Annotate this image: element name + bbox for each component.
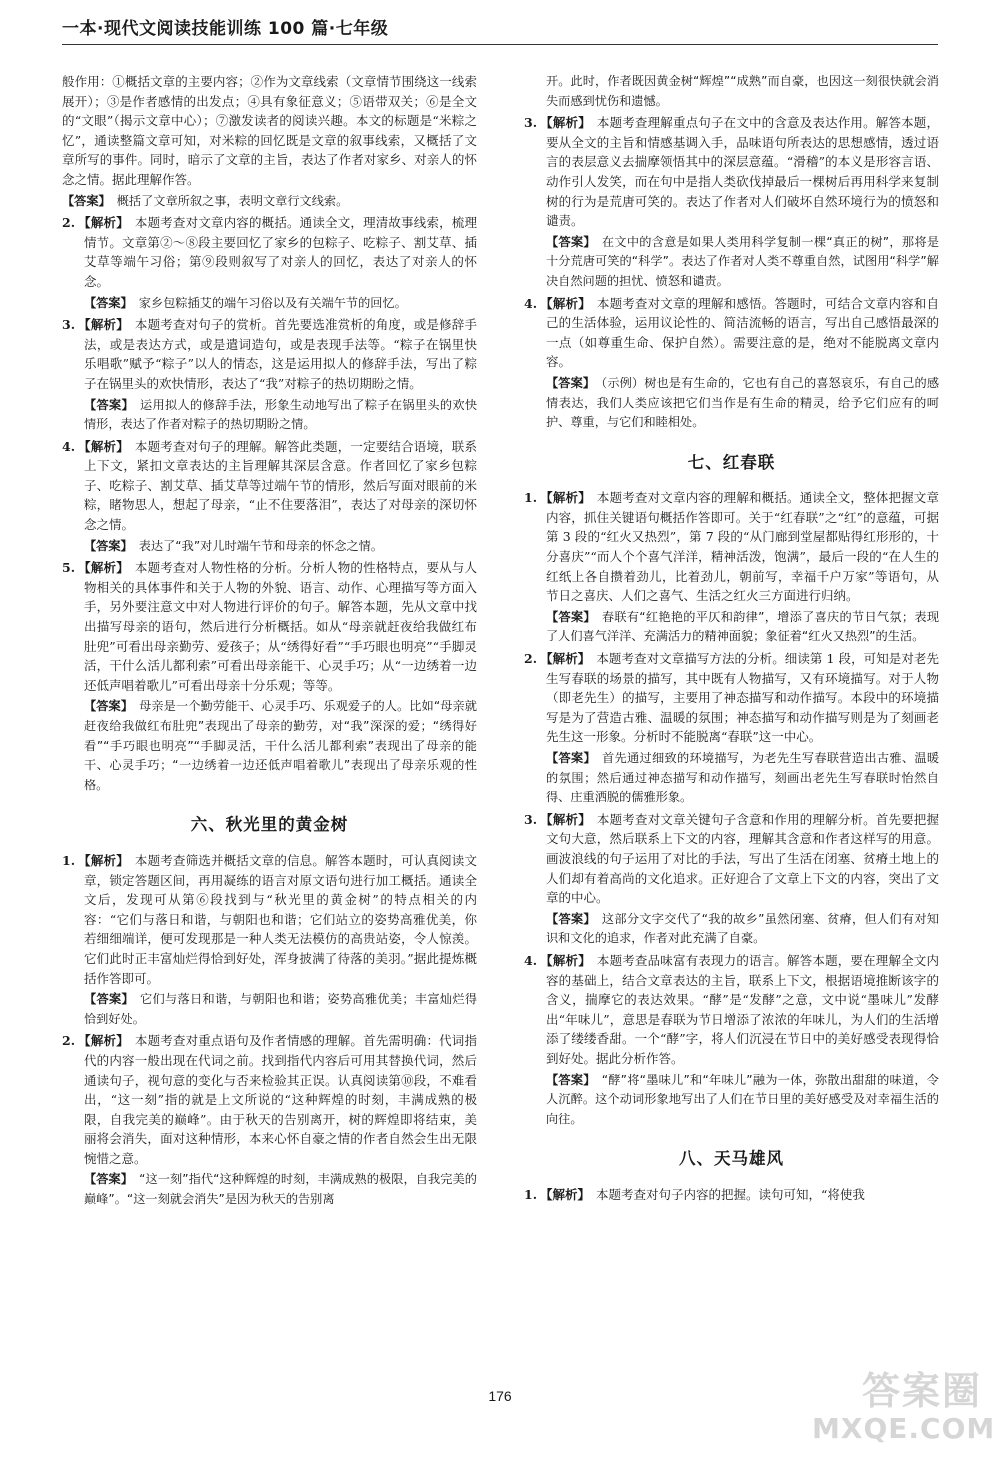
question-number: 4.: [524, 952, 538, 968]
question-number: 1.: [524, 490, 538, 506]
answer-paragraph: [524, 749, 939, 808]
question-analysis: [524, 649, 939, 747]
question-number: 1.: [524, 1186, 538, 1202]
question-analysis: [524, 113, 939, 231]
answer-text: 运用拟人的修辞手法，形象生动地写出了粽子在锅里头的欢快情形，表达了作者对粽子的热切期盼之情。: [84, 397, 477, 432]
answer-paragraph: [62, 697, 477, 795]
question-analysis: [524, 1185, 939, 1205]
answer-continuation: 开。此时，作者既因黄金树“辉煌”“成熟”而自豪，也因这一刻很快就会消失而感到忧伤和遗憾。: [546, 74, 939, 108]
question-number: 3.: [62, 317, 76, 333]
analysis-text: 本题考查品味富有表现力的语言。解答本题，要在理解全文内容的基础上，结合文章表达的主旨，联系上下文，根据语境推断该字的含义，揣摩它的表达效果。“酵”是“发酵”之意，文中说“墨味儿”发酵出“年味儿”，意思是春联为节日增添了浓浓的年味儿，为人们的生活增添了缕缕香甜。一个“酵”字，将人们沉浸在节日中的美好感受表现得恰到好处。据此分析作答。: [546, 952, 939, 1066]
answer-paragraph: [524, 1071, 939, 1130]
answer-paragraph: [62, 537, 477, 557]
answer-tag: 【答案】: [546, 609, 596, 624]
left-column: [62, 72, 477, 1372]
question-number: 3.: [524, 115, 538, 131]
answer-text: 在文中的含意是如果人类用科学复制一棵“真正的树”，那将是十分荒唐可笑的“科学”。表达了作者对人类不尊重自然，试图用“科学”解决自然问题的担忧、愤怒和谴责。: [546, 234, 939, 288]
watermark-logo: [812, 1368, 996, 1452]
analysis-text: 本题考查对句子的赏析。首先要选准赏析的角度，或是修辞手法，或是表达方式，或是遣词造句，或是表现手法等。“粽子在锅里快乐唱歌”赋予“粽子”以人的情态，这是运用拟人的修辞手法，写出了粽子在锅里头的欢快情形，表达了“我”对粽子的热切期盼之情。: [84, 317, 477, 391]
answer-paragraph: [524, 233, 939, 292]
paragraph: 般作用：①概括文章的主要内容；②作为文章线索（文章情节围绕这一线索展开）；③是作者感情的出发点；④具有象征意义；⑤语带双关；⑥是全文的“文眼”（揭示文章中心）；⑦激发读者的阅读兴趣。本文的标题是“米粽之忆”，通读整篇文章可知，对米粽的回忆既是文章的叙事线索，又概括了文章所写的事件。同时，暗示了文章的主旨，表达了作者对家乡、对亲人的怀念之情。据此理解作答。: [62, 74, 477, 187]
answer-tag: 【答案】: [62, 193, 111, 208]
analysis-tag: 【解析】: [78, 852, 129, 868]
header-title: 一本·现代文阅读技能训练 100 篇·七年级: [62, 19, 389, 39]
question-number: 2.: [524, 651, 538, 667]
answer-text: 家乡包粽插艾的端午习俗以及有关端午节的回忆。: [138, 295, 407, 310]
answer-text: “酵”将“墨味儿”和“年味儿”融为一体，弥散出甜甜的味道，令人沉醉。这个动词形象地写出了人们在节日里的美好感受及对幸福生活的向往。: [546, 1072, 939, 1126]
analysis-tag: 【解析】: [540, 490, 591, 506]
analysis-tag: 【解析】: [78, 560, 129, 576]
page-number: 176: [488, 1388, 512, 1404]
page-header: [62, 14, 938, 45]
analysis-text: 本题考查对文章关键句子含意和作用的理解分析。首先要把握文句大意，然后联系上下文的内容，理解其含意和作者这样写的用意。画波浪线的句子运用了对比的手法，写出了生活在闭塞、贫瘠土地上的人们却有着高尚的文化追求。正好迎合了文章上下文的内容，突出了文章的中心。: [546, 811, 939, 906]
answer-paragraph: [62, 990, 477, 1029]
analysis-text: 本题考查理解重点句子在文中的含意及表达作用。解答本题，要从全文的主旨和情感基调入手，品味语句所表达的思想感情，透过语言的表层意义去揣摩领悟其中的深层意蕴。“滑稽”的本义是形容言语、动作引人发笑，而在句中是指人类砍伐掉最后一棵树后再用科学来复制树的行为是荒唐可笑的。表达了作者对人们破坏自然环境行为的愤怒和谴责。: [546, 115, 939, 229]
answer-paragraph: [62, 192, 477, 212]
answer-tag: 【答案】: [546, 911, 596, 926]
analysis-tag: 【解析】: [540, 952, 591, 968]
answer-text: 它们与落日和谐，与朝阳也和谐；姿势高雅优美；丰富灿烂得恰到好处。: [84, 992, 477, 1026]
question-number: 5.: [62, 560, 76, 576]
answer-text: 首先通过细致的环境描写，为老先生写春联营造出古雅、温暖的氛围；然后通过神态描写和动作描写，刻画出老先生写春联时怡然自得、庄重洒脱的儒雅形象。: [546, 751, 939, 805]
analysis-text: 本题考查对文章的理解和感悟。答题时，可结合文章内容和自己的生活体验，运用议论性的、简洁流畅的语言，写出自己感悟最深的一点（如尊重生命、保护自然）。需要注意的是，绝对不能脱离文章内容。: [546, 295, 939, 370]
answer-tag: 【答案】: [84, 397, 134, 412]
answer-tag: 【答案】: [546, 234, 596, 249]
watermark-line2: MXQE.COM: [812, 1412, 996, 1445]
answer-paragraph: [524, 374, 939, 433]
question-analysis: [524, 810, 939, 908]
question-number: 2.: [62, 215, 76, 231]
question-analysis: [62, 851, 477, 988]
question-analysis: [62, 558, 477, 695]
section-title: 七、红春联: [687, 452, 776, 472]
analysis-text: 本题考查对重点语句及作者情感的理解。首先需明确：代词指代的内容一般出现在代词之前。找到指代内容后可用其替换代词，然后通读句子，视句意的变化与否来检验其正误。认真阅读第⑩段，不难看出，“这一刻”指的就是上文所说的“这种辉煌的时刻，丰满成熟的极限，自我完美的巅峰”。由于秋天的告别离开，树的辉煌即将结束，美丽将会消失，面对这种情形，本来心怀自豪之情的作者自然会生出无限惋惜之意。: [84, 1033, 477, 1166]
analysis-text: 本题考查筛选并概括文章的信息。解答本题时，可认真阅读文章，锁定答题区间，再用凝练的语言对原文语句进行加工概括。通读全文后，发现可从第⑥段找到与“秋光里的黄金树”的特点相关的内容：“它们与落日和谐，与朝阳也和谐；它们站立的姿势高雅优美，你若细细端详，便可发现那是一种人类无法模仿的高贵站姿，令人惊羡。它们此时正丰富灿烂得恰到好处，浑身披满了待落的美羽。”据此提炼概括作答即可。: [84, 852, 477, 986]
question-number: 2.: [62, 1033, 76, 1049]
analysis-tag: 【解析】: [78, 438, 129, 454]
analysis-text: 本题考查对文章内容的理解和概括。通读全文，整体把握文章内容，抓住关键语句概括作答即可。关于“红春联”之“红”的意蕴，可据第 3 段的“红火又热烈”，第 7 段的“从门廊到堂屋都贴得红形形的，十分喜庆”“而人个个喜气洋洋，精神活泼，饱满”，最后一段的“在人生的红纸上各自攒着劲儿，比着劲儿，朝前写，幸福千户万家”等语句，从节日之喜庆、人们之喜气、生活之红火三方面进行归纳。: [546, 490, 939, 604]
answer-tag: 【答案】: [84, 1172, 134, 1187]
analysis-tag: 【解析】: [540, 811, 591, 827]
analysis-text: 本题考查对句子内容的把握。读句可知，“将使我: [596, 1186, 865, 1202]
answer-paragraph: [524, 608, 939, 647]
answer-text: 这部分文字交代了“我的故乡”虽然闭塞、贫瘠，但人们有对知识和文化的追求，作者对此充满了自豪。: [546, 911, 939, 946]
analysis-tag: 【解析】: [540, 295, 591, 311]
answer-tag: 【答案】: [84, 538, 133, 553]
answer-tag: 【答案】: [84, 295, 133, 310]
analysis-tag: 【解析】: [78, 215, 129, 231]
analysis-tag: 【解析】: [78, 1033, 129, 1049]
question-number: 3.: [524, 811, 538, 827]
question-analysis: [524, 488, 939, 606]
question-analysis: [62, 1031, 477, 1168]
analysis-tag: 【解析】: [540, 115, 591, 131]
watermark-line1: 答案圈: [861, 1369, 982, 1413]
answer-text: 春联有“红艳艳的平仄和韵律”，增添了喜庆的节日气氛；表现了人们喜气洋洋、充满活力的精神面貌；象征着“红火又热烈”的生活。: [546, 609, 939, 644]
answer-text: 概括了文章所叙之事，表明文章行文线索。: [116, 193, 349, 208]
answer-text: （示例）树也是有生命的，它也有自己的喜怒哀乐，有自己的感情表达，我们人类应该把它们当作是有生命的精灵，给予它们应有的呵护、尊重，与它们和睦相处。: [546, 375, 939, 430]
answer-tag: 【答案】: [84, 992, 134, 1007]
analysis-text: 本题考查对文章描写方法的分析。细读第 1 段，可知是对老先生写春联的场景的描写，其中既有人物描写，又有环境描写。对于人物（即老先生）的描写，主要用了神态描写和动作描写。本段中的环境描写是为了营造古雅、温暖的氛围；神态描写和动作描写则是为了刻画老先生这一形象。分析时不能脱离“春联”这一中心。: [546, 651, 939, 745]
analysis-tag: 【解析】: [540, 651, 591, 667]
answer-paragraph: [62, 396, 477, 435]
analysis-text: 本题考查对文章内容的概括。通读全文，理清故事线索，梳理情节。文章第②～⑧段主要回忆了家乡的包粽子、吃粽子、割艾草、插艾草等端午习俗；第⑨段则叙写了对亲人的回忆，表达了对亲人的怀念。: [84, 215, 477, 289]
question-analysis: [524, 951, 939, 1069]
section-title: 六、秋光里的黄金树: [190, 815, 349, 835]
question-analysis: [62, 213, 477, 291]
answer-tag: 【答案】: [546, 375, 596, 390]
question-analysis: [62, 437, 477, 535]
question-analysis: [524, 294, 939, 372]
question-number: 4.: [62, 438, 76, 454]
question-number: 4.: [524, 295, 538, 311]
section-title: 八、天马雄风: [679, 1149, 784, 1169]
answer-tag: 【答案】: [546, 751, 596, 765]
analysis-text: 本题考查对句子的理解。解答此类题，一定要结合语境，联系上下文，紧扣文章表达的主旨理解其深层含意。作者回忆了家乡包粽子、吃粽子、割艾草、插艾草等过端午节的情形，然后写面对眼前的米粽，睹物思人，想起了母亲，“止不住要落泪”，表达了对母亲的深切怀念之情。: [84, 438, 477, 533]
answer-paragraph: [62, 294, 477, 314]
answer-tag: 【答案】: [546, 1072, 596, 1087]
answer-paragraph: [62, 1170, 477, 1209]
answer-paragraph: [524, 910, 939, 949]
analysis-text: 本题考查对人物性格的分析。分析人物的性格特点，要从与人物相关的具体事件和关于人物的外貌、语言、动作、心理描写等方面入手，另外要注意文中对人物进行评价的句子。解答本题，先从文章中找出描写母亲的语句，然后进行分析概括。如从“母亲就赶夜给我做红布肚兜”可看出母亲勤劳、爱孩子；从“绣得好看”“手巧眼也明亮”“手脚灵活，干什么活儿都利索”可看出母亲能干、心灵手巧；从“一边绣着一边还低声唱着歌儿”可看出母亲十分乐观；等等。: [84, 560, 477, 693]
question-number: 1.: [62, 852, 76, 868]
answer-tag: 【答案】: [84, 699, 134, 714]
analysis-tag: 【解析】: [540, 1186, 591, 1202]
answer-text: 母亲是一个勤劳能干、心灵手巧、乐观爱子的人。比如“母亲就赶夜给我做红布肚兜”表现出了母亲的勤劳，对“我”深深的爱；“绣得好看”“手巧眼也明亮”“手脚灵活，干什么活儿都利索”表现出了母亲的能干、心灵手巧；“一边绣着一边还低声唱着歌儿”表现出了母亲乐观的性格。: [84, 699, 477, 792]
answer-text: 表达了“我”对儿时端午节和母亲的怀念之情。: [138, 538, 383, 553]
answer-text: “这一刻”指代“这种辉煌的时刻，丰满成熟的极限，自我完美的巅峰”。“这一刻就会消失”是因为秋天的告别离: [84, 1172, 477, 1207]
question-analysis: [62, 315, 477, 393]
analysis-tag: 【解析】: [78, 317, 129, 333]
right-column: [524, 72, 939, 1372]
